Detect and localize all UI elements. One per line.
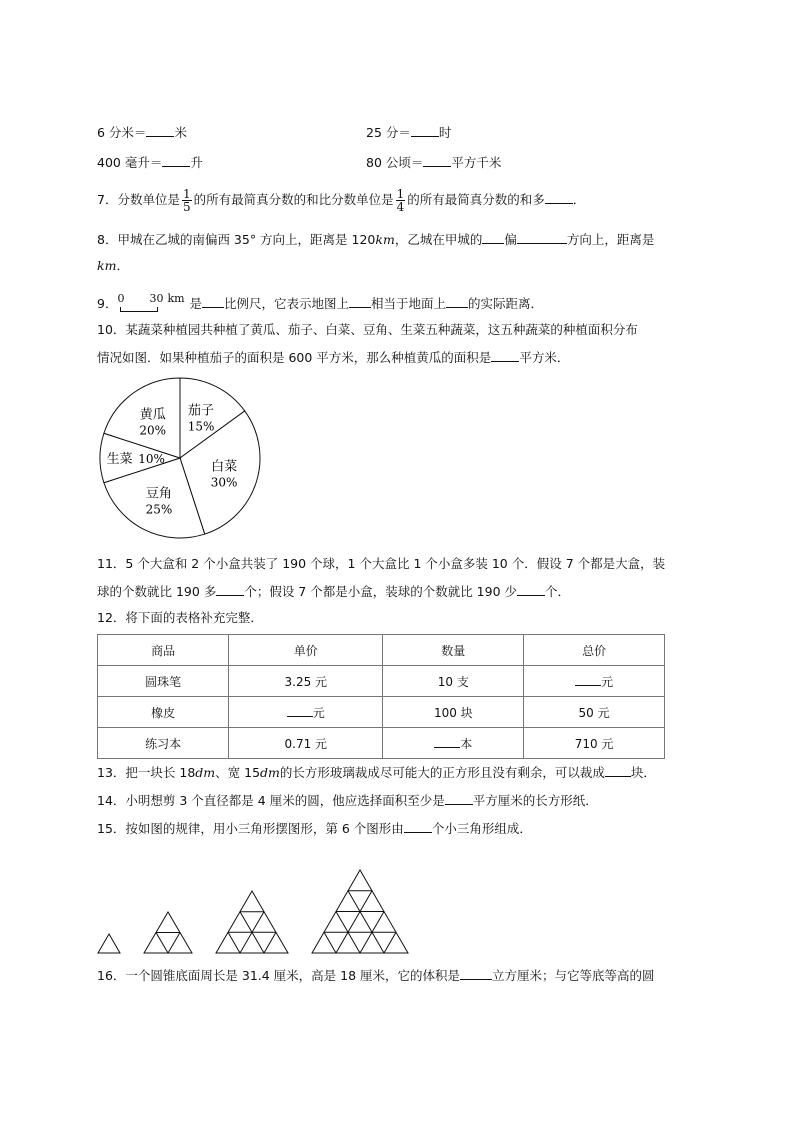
question-13 — [97, 763, 656, 782]
q13-unit: dm — [260, 765, 280, 780]
table-cell — [229, 697, 383, 728]
q13-text-3: 的长方形玻璃裁成尽可能大的正方形且没有剩余，可以裁成 — [279, 765, 605, 780]
pie-slice-percent: 30% — [210, 475, 238, 490]
q13-text-2: 、宽 15 — [215, 765, 261, 780]
q8-text-3: 偏 — [504, 232, 517, 247]
fraction-numerator: 1 — [182, 187, 191, 201]
answer-blank[interactable] — [605, 763, 631, 777]
table-header: 数量 — [383, 635, 524, 666]
scale-unit-label: km — [167, 291, 185, 305]
pie-slice-percent: 25% — [145, 502, 173, 517]
q11-text-2: 个；假设 7 个都是小盒，装球的个数就比 190 少 — [244, 584, 518, 599]
answer-blank[interactable] — [575, 672, 601, 686]
answer-blank[interactable] — [146, 123, 174, 137]
answer-blank[interactable] — [349, 294, 371, 308]
q14-text-2: 平方厘米的长方形纸． — [472, 793, 598, 808]
question-10-line2 — [97, 348, 569, 367]
q7-text-2: 的所有最简真分数的和比分数单位是 — [193, 192, 394, 207]
q6-c-unit: 升 — [190, 155, 203, 170]
cell-unit: 本 — [460, 737, 473, 751]
q15-text-2: 个小三角形组成． — [431, 821, 532, 836]
answer-blank[interactable] — [445, 791, 473, 805]
question-11-line2 — [97, 582, 570, 601]
answer-blank[interactable] — [162, 153, 190, 167]
pie-slice-percent: 15% — [187, 419, 215, 434]
triangle-figure-1 — [98, 934, 120, 953]
q9-number: 9． — [97, 296, 118, 311]
q10-text-end: 平方米． — [519, 350, 570, 365]
q8-unit: km — [97, 258, 117, 273]
pie-slice-label: 豆角 — [145, 486, 172, 502]
q6-a-text: 6 分米＝ — [97, 125, 147, 140]
scale-bar — [117, 291, 189, 314]
q8-text-5: ． — [116, 258, 129, 273]
q16-text-2: 立方厘米；与它等底等高的圆 — [492, 968, 655, 983]
answer-blank[interactable] — [287, 703, 313, 717]
pie-slice-percent: 10% — [138, 452, 165, 466]
q16-text-1: 16．一个圆锥底面周长是 31.4 厘米，高是 18 厘米，它的体积是 — [97, 968, 461, 983]
triangle-figure-4 — [312, 870, 408, 953]
table-cell: 橡皮 — [98, 697, 229, 728]
table-cell: 圆珠笔 — [98, 666, 229, 697]
question-16 — [97, 966, 655, 985]
scale-zero-label: 0 — [117, 291, 125, 305]
q11-text-3: 个． — [545, 584, 571, 599]
q13-unit: dm — [195, 765, 216, 780]
q7-text-1: 7．分数单位是 — [97, 192, 180, 207]
question-8-cont — [97, 257, 129, 275]
q6-c-text: 400 毫升＝ — [97, 155, 163, 170]
q6-a-unit: 米 — [174, 125, 187, 140]
table-row — [98, 697, 665, 728]
table-cell: 10 支 — [383, 666, 524, 697]
q10-text: 情况如图．如果种植茄子的面积是 600 平方米，那么种植黄瓜的面积是 — [97, 350, 492, 365]
pie-slice-percent: 20% — [139, 423, 167, 438]
answer-blank[interactable] — [446, 294, 468, 308]
q13-text-4: 块． — [630, 765, 656, 780]
answer-blank[interactable] — [517, 230, 567, 244]
q7-text-4: ． — [572, 192, 586, 207]
answer-blank[interactable] — [460, 966, 492, 980]
q8-text-2: ，乙城在甲城的 — [394, 232, 483, 247]
question-8 — [97, 230, 654, 249]
question-7 — [97, 188, 585, 213]
q6-c — [97, 153, 203, 172]
q9-text-3: 相当于地面上 — [370, 296, 446, 311]
q7-text-3: 的所有最简真分数的和多 — [407, 192, 545, 207]
table-header: 总价 — [524, 635, 665, 666]
fraction-numerator: 1 — [396, 187, 405, 201]
question-9 — [97, 291, 544, 314]
table-header-row — [98, 635, 665, 666]
q9-text-1: 是 — [189, 296, 202, 311]
answer-blank[interactable] — [411, 123, 439, 137]
pie-slice-label: 生菜 — [106, 452, 133, 467]
table-cell — [383, 728, 524, 759]
scale-thirty-label: 30 — [149, 291, 164, 305]
answer-blank[interactable] — [517, 582, 545, 596]
answer-blank[interactable] — [434, 734, 460, 748]
q9-text-2: 比例尺，它表示地图上 — [223, 296, 349, 311]
scale-bar-line — [120, 307, 158, 312]
q6-d — [366, 153, 501, 172]
fraction-denominator: 4 — [396, 200, 405, 214]
table-cell: 练习本 — [98, 728, 229, 759]
answer-blank[interactable] — [491, 348, 519, 362]
answer-blank[interactable] — [404, 819, 432, 833]
table-header: 商品 — [98, 635, 229, 666]
fraction-denominator: 5 — [182, 200, 191, 214]
cell-unit: 元 — [312, 706, 325, 720]
pie-slice-label: 茄子 — [188, 403, 215, 419]
question-14 — [97, 791, 598, 810]
q15-text-1: 15．按如图的规律，用小三角形摆图形，第 6 个图形由 — [97, 821, 404, 836]
table-cell: 100 块 — [383, 697, 524, 728]
q9-text-4: 的实际距离． — [468, 296, 544, 311]
q6-d-unit: 平方千米 — [451, 155, 502, 170]
q6-d-text: 80 公顷＝ — [366, 155, 424, 170]
question-10-line1: 10．某蔬菜种植园共种植了黄瓜、茄子、白菜、豆角、生菜五种蔬菜，这五种蔬菜的种植面积分布 — [97, 322, 638, 337]
table-row — [98, 728, 665, 759]
fraction-one-quarter — [396, 188, 406, 213]
q13-text-1: 13．把一块长 18 — [97, 765, 196, 780]
cell-unit: 元 — [601, 675, 614, 689]
pie-slice-label: 黄瓜 — [139, 407, 166, 423]
triangle-figure-3 — [216, 891, 288, 953]
q11-text-1: 球的个数就比 190 多 — [97, 584, 217, 599]
table-cell — [524, 666, 665, 697]
q6-b-text: 25 分＝ — [366, 125, 411, 140]
question-12-title: 12．将下面的表格补充完整． — [97, 610, 263, 625]
triangle-pattern-figure — [94, 860, 414, 960]
table-cell: 710 元 — [524, 728, 665, 759]
table-row — [98, 666, 665, 697]
q8-text-4: 方向上，距离是 — [566, 232, 655, 247]
table-cell: 0.71 元 — [229, 728, 383, 759]
q8-text-1: 8．甲城在乙城的南偏西 35° 方向上，距离是 120 — [97, 232, 376, 247]
pie-slice-label: 白菜 — [211, 459, 238, 475]
answer-blank[interactable] — [423, 153, 451, 167]
triangle-figure-2 — [144, 912, 192, 953]
answer-blank[interactable] — [216, 582, 244, 596]
q6-b-unit: 时 — [438, 125, 452, 140]
table-cell: 3.25 元 — [229, 666, 383, 697]
answer-blank[interactable] — [202, 294, 224, 308]
price-table — [97, 634, 665, 759]
q6-b — [366, 123, 451, 142]
q8-unit: km — [375, 232, 395, 247]
question-15 — [97, 819, 532, 838]
table-cell: 50 元 — [524, 697, 665, 728]
fraction-one-fifth — [182, 188, 192, 213]
q14-text-1: 14．小明想剪 3 个直径都是 4 厘米的圆，他应选择面积至少是 — [97, 793, 445, 808]
table-header: 单价 — [229, 635, 383, 666]
q6-a — [97, 123, 187, 142]
answer-blank[interactable] — [545, 190, 573, 204]
answer-blank[interactable] — [482, 230, 504, 244]
vegetable-pie-chart — [90, 372, 280, 542]
question-11-line1: 11．5 个大盒和 2 个小盒共装了 190 个球，1 个大盒比 1 个小盒多装 10 个．假设 7 个都是大盒，装 — [97, 556, 666, 571]
